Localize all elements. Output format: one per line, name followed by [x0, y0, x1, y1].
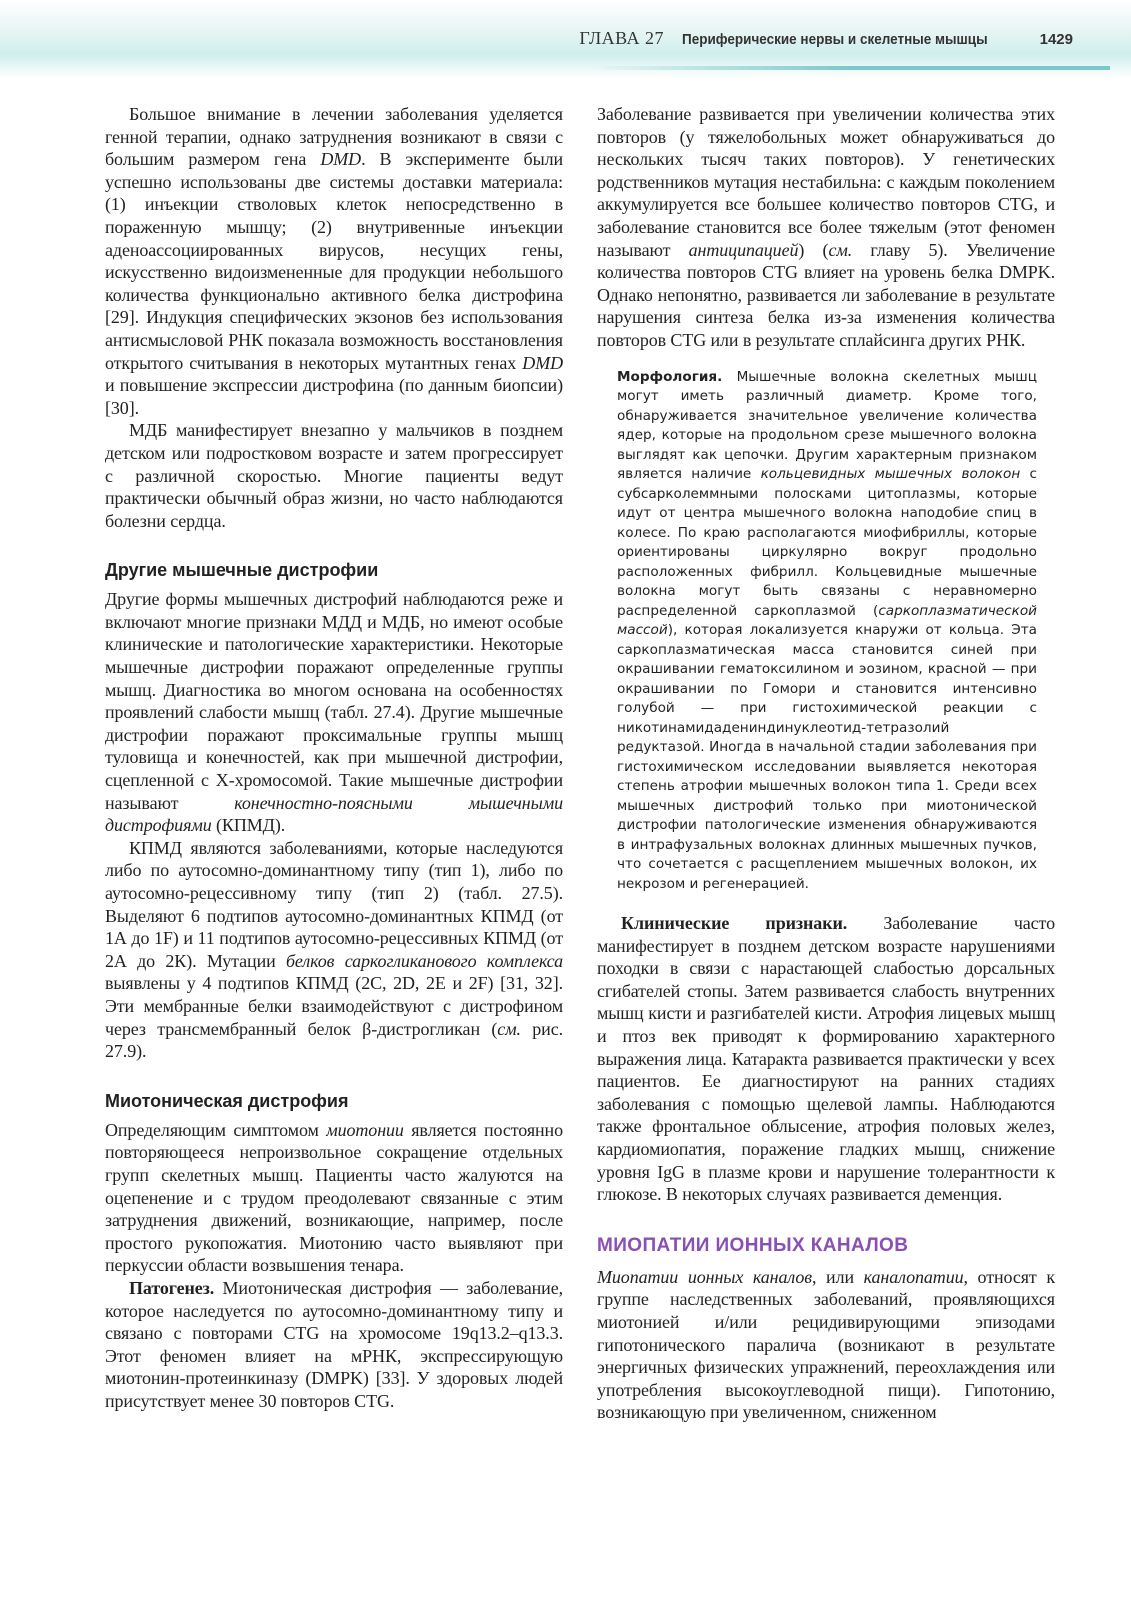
chapter-label: ГЛАВА 27	[579, 28, 665, 48]
paragraph: МДБ манифестирует внезапно у мальчиков в позднем детском или подростковом возрасте и затем прогрессирует с различной скоростью. Многие пациенты ведут практически обычный образ жизни, но часто наблюдаются болезни сердца.	[105, 420, 563, 531]
left-column	[105, 103, 563, 1412]
header-rule	[590, 66, 1110, 70]
paragraph: Миопатии ионных каналов, или каналопатии, относят к группе наследственных заболеваний, проявляющихся миотонией и/или рецидивирующими эпизодами гипотонического паралича (возникают в результате энергичных физических упражнений, переохлаждения или употребления высокоуглеводной пищи). Гипотонию, возникающую при увеличенном, сниженном	[597, 1266, 1055, 1423]
paragraph: Другие формы мышечных дистрофий наблюдаются реже и включают многие признаки МДД и МДБ, но имеют особые клинические и патологические характеристики. Некоторые мышечные дистрофии поражают определенные группы мышц. Диагностика во многом основана на особенностях проявлений слабости мышц (табл. 27.4). Другие мышечные дистрофии поражают проксимальные группы мышц туловища и конечностей, как при мышечной дистрофии, сцепленной с Х-хромосомой. Такие мышечные дистрофии называют конечностно-поясными мышечными дистрофиями (КПМД).	[105, 589, 563, 836]
subheading-other-dystrophies: Другие мышечные дистрофии	[105, 560, 379, 581]
chapter-title: Периферические нервы и скелетные мышцы	[682, 31, 988, 48]
paragraph: Определяющим симптомом миотонии является постоянно повторяющееся непроизвольное сокращение отдельных групп скелетных мышц. Пациенты часто жалуются на оцепенение и с трудом преодолевают связанные с этим затруднения движений, возникающие, например, после простого рукопожатия. Миотонию часто выявляют при перкуссии области возвышения тенара.	[105, 1119, 563, 1276]
right-column	[597, 103, 1055, 1424]
running-header	[579, 28, 1073, 56]
paragraph: Большое внимание в лечении заболевания уделяется генной терапии, однако затруднения возникают в связи с большим размером гена DMD. В эксперименте были успешно использованы две системы доставки материала: (1) инъекции стволовых клеток непосредственно в пораженную мышцу; (2) внутривенные инъекции аденоассоциированных вирусов, несущих гены, искусственно видоизмененные для продукции небольшого количества функционально активного белка дистрофина [29]. Индукция специфических экзонов без использования антисмысловой РНК показала возможность восстановления открытого считывания в некоторых мутантных генах DMD и повышение экспрессии дистрофина (по данным биопсии) [30].	[105, 104, 563, 418]
paragraph: Заболевание развивается при увеличении количества этих повторов (у тяжелобольных может обнаруживаться до нескольких тысяч таких повторов). У генетических родственников мутация нестабильна: с каждым поколением аккумулируется все большее количество повторов CTG, и заболевание становится все более тяжелым (этот феномен называют антиципацией) (см. главу 5). Увеличение количества повторов CTG влияет на уровень белка DMPK. Однако непонятно, развивается ли заболевание в результате нарушения синтеза белка из-за изменения количества повторов CTG или в результате сплайсинга других РНК.	[597, 104, 1055, 350]
section-heading-ion-channel-myopathies: МИОПАТИИ ИОННЫХ КАНАЛОВ	[597, 1234, 909, 1256]
subheading-myotonic-dystrophy: Миотоническая дистрофия	[105, 1090, 349, 1111]
paragraph: КПМД являются заболеваниями, которые наследуются либо по аутосомно-доминантному типу (тип 1), либо по аутосомно-рецессивному типу (тип 2) (табл. 27.5). Выделяют 6 подтипов аутосомно-доминантных КПМД (от 1А до 1F) и 11 подтипов аутосомно-рецессивных КПМД (от 2А до 2К). Мутации белков саркогликанового комплекса выявлены у 4 подтипов КПМД (2С, 2D, 2Е и 2F) [31, 32]. Эти мембранные белки взаимодействуют с дистрофином через трансмембранный белок β-дистрогликан (см. рис. 27.9).	[105, 837, 564, 1062]
morphology-block: Морфология. Мышечные волокна скелетных мышц могут иметь различный диаметр. Кроме того, обнаруживается значительное увеличение количества ядер, которые на продольном срезе мышечного волокна выглядят как цепочки. Другим характерным признаком является наличие кольцевидных мышечных волокон с субсарколеммными полосками цитоплазмы, которые идут от центра мышечного волокна наподобие спиц в колесе. По краю располагаются миофибриллы, которые ориентированы циркулярно вокруг продольно расположенных фибрилл. Кольцевидные мышечные волокна могут быть связаны с неравномерно распределенной саркоплазмой (саркоплазматической массой), которая локализуется кнаружи от кольца. Эта саркоплазматическая масса становится синей при окрашивании гематоксилином и эозином, красной — при окрашивании по Гомори и становится интенсивно голубой — при гистохимической реакции с никотинамидадениндинуклеотид-тетразолий редуктазой. Иногда в начальной стадии заболевания при гистохимическом исследовании выявляется некоторая степень атрофии мышечных волокон типа 1. Среди всех мышечных дистрофий только при миотонической дистрофии патологические изменения обнаруживаются в интрафузальных волокнах длинных мышечных пучков, что сочетается с расщеплением мышечных волокон, их некрозом и регенерацией.	[617, 368, 1038, 892]
page-number: 1429	[1039, 31, 1073, 48]
paragraph: Клинические признаки. Заболевание часто манифестирует в позднем детском возрасте нарушениями походки в связи с нарастающей слабостью дорсальных сгибателей стопы. Затем развивается слабость внутренних мышц кисти и разгибателей кисти. Атрофия лицевых мышц и птоз век приводят к формированию характерного выражения лица. Катаракта развивается практически у всех пациентов. Ее диагностируют на ранних стадиях заболевания с помощью щелевой лампы. Наблюдаются также фронтальное облысение, атрофия половых желез, кардиомиопатия, поражение гладких мышц, снижение уровня IgG в плазме крови и нарушение толерантности к глюкозе. В некоторых случаях развивается деменция.	[597, 913, 1055, 1205]
paragraph: Патогенез. Миотоническая дистрофия — заболевание, которое наследуется по аутосомно-доминантному типу и связано с повторами CTG на хромосоме 19q13.2–q13.3. Этот феномен влияет на мРНК, экспрессирующую миотонин-протеинкиназу (DMPK) [33]. У здоровых людей присутствует менее 30 повторов CTG.	[105, 1277, 563, 1411]
